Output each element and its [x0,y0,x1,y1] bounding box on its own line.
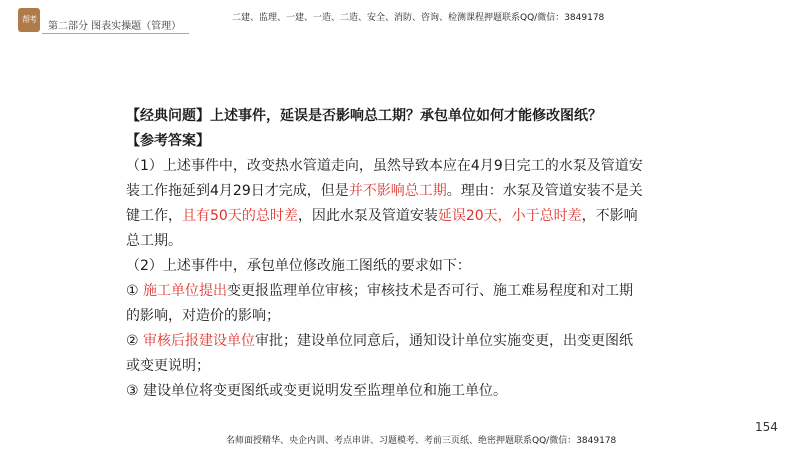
text-span: ② [126,333,144,349]
highlight-span: 且有50天的总时差 [182,208,298,224]
header-contact-text: 二建、监理、一建、一造、二造、安全、消防、咨询、检测课程押题联系QQ/微信：3849178 [232,13,605,23]
highlight-span: 延误20天，小于总时差 [437,208,582,224]
answer-item-3: ③ 建设单位将变更图纸或变更说明发至监理单位和施工单位。 [126,383,507,399]
page-header [0,0,800,44]
text-span: （1）上述事件中，改变热水管道走向，虽然导致本应在4月9日完工的水泵及管道安装工作拖延到4月29日才完成，但是 [126,158,643,199]
page-number: 154 [755,420,778,434]
answer-item-2 [126,329,646,379]
answer-paragraph-2: （2）上述事件中，承包单位修改施工图纸的要求如下： [126,258,471,274]
answer-paragraph-1 [126,154,646,254]
section-title: 第二部分 图表实操题（管理） [48,21,182,32]
highlight-span: 施工单位提出 [143,283,228,299]
text-span: ，不影响总工期。 [126,208,638,249]
answer-label: 【参考答案】 [126,133,210,149]
answer-item-1 [126,279,646,329]
text-span: 。理由：水泵及管道安装不是关键工作， [126,183,643,224]
text-span: 审批；建设单位同意后，通知设计单位实施变更，出变更图纸或变更说明； [126,333,634,374]
highlight-span: 审核后报建设单位 [143,333,256,349]
footer-contact-text: 名师面授精华、央企内训、考点串讲、习题模考、考前三页纸、绝密押题联系QQ/微信：3849178 [226,436,617,446]
question-heading: 【经典问题】上述事件，延误是否影响总工期？承包单位如何才能修改图纸？ [126,108,602,124]
header-divider [42,33,189,34]
slide-content [126,104,646,404]
text-span: 变更报监理单位审核；审核技术是否可行、施工难易程度和对工期的影响，对造价的影响； [126,283,634,324]
text-span: ，因此水泵及管道安装 [297,208,438,224]
highlight-span: 并不影响总工期 [348,183,447,199]
brand-logo-icon: 帮考 [18,8,40,32]
text-span: ① [126,283,144,299]
